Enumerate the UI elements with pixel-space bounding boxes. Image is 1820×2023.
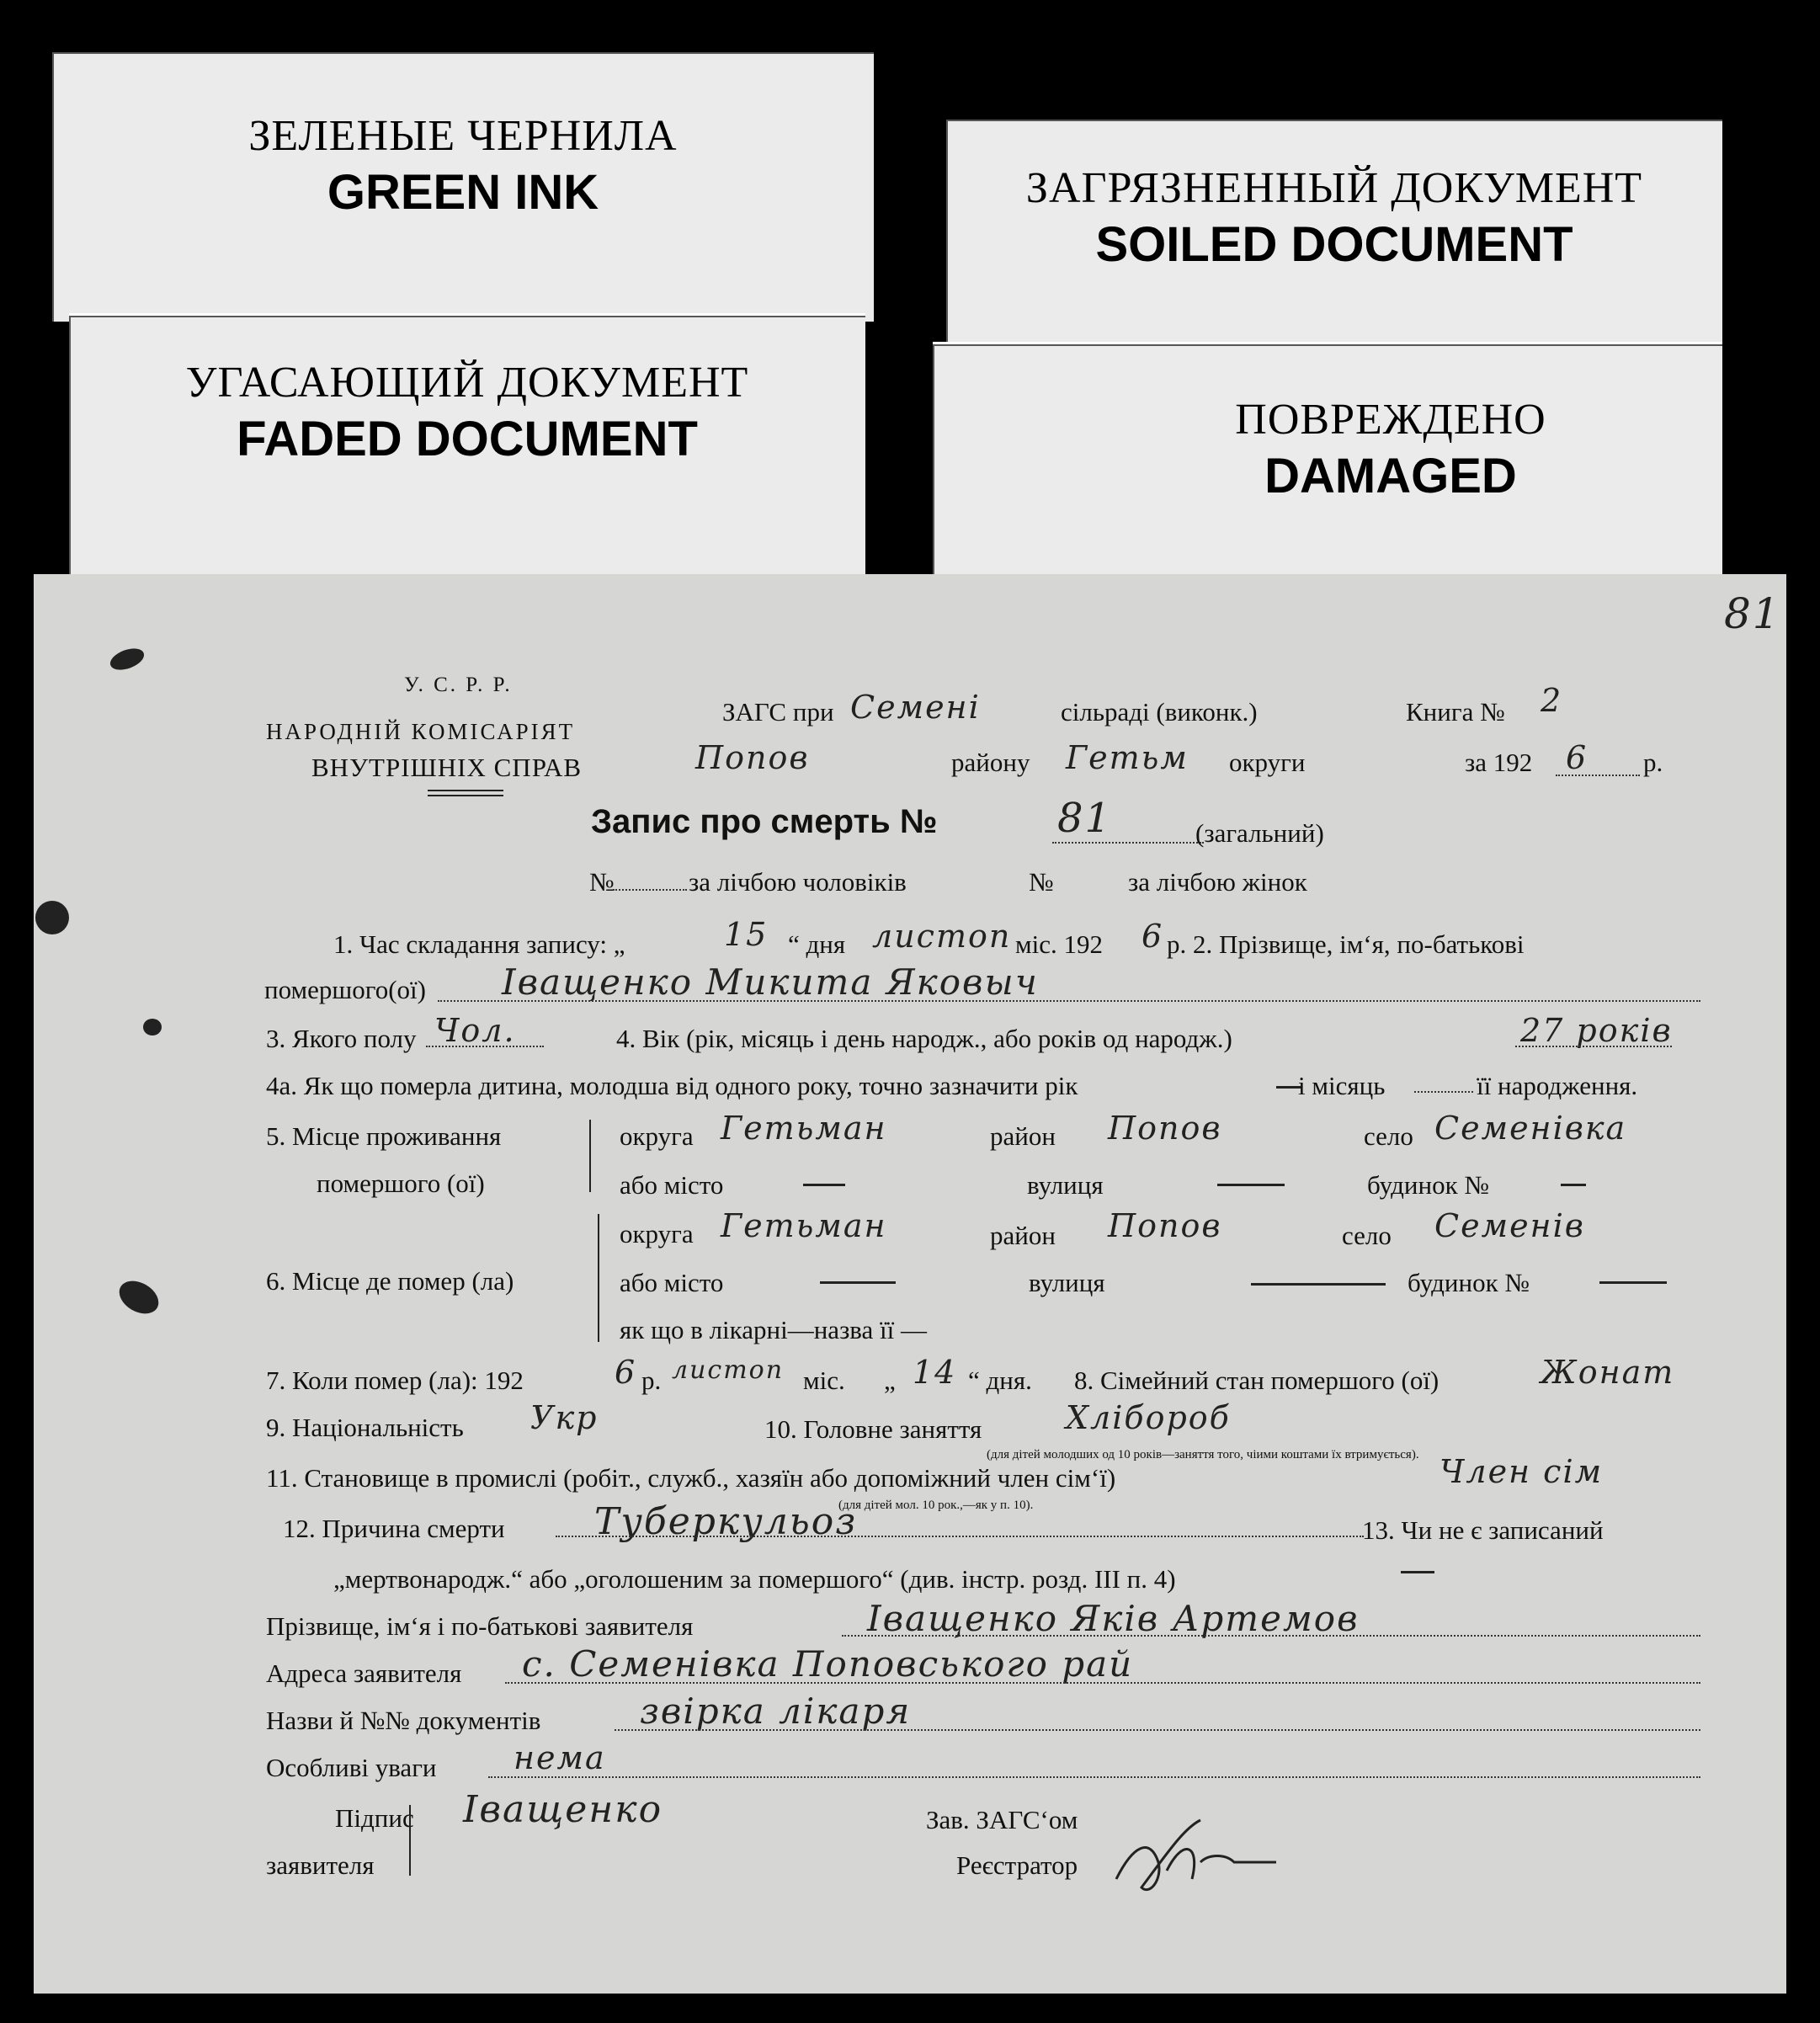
declarant-address: с. Семенівка Поповського рай [522,1643,1134,1685]
l6-okruga-value: Гетьман [721,1207,887,1244]
l1-day: 15 [724,916,769,953]
l6-okruga: округа [620,1219,694,1248]
l13-dash [1401,1571,1434,1573]
documents-value: звірка лікаря [640,1690,912,1732]
declarant-address-label: Адреса заявителя [266,1658,462,1688]
label-green-ink-en: GREEN INK [327,165,599,220]
l6-bud-dash [1599,1281,1667,1284]
record-number-dots [1052,842,1204,844]
l7-e: “ дня. [968,1366,1032,1395]
l1-a: 1. Час складання запису: „ [333,929,625,959]
punch-hole [108,644,147,673]
year-suffix: р. [1643,748,1663,777]
l1-year: 6 [1141,918,1164,955]
label-damaged [933,342,1722,575]
okrug-value: Гетьм [1066,739,1189,776]
l3-age-dots [1515,1046,1672,1047]
registrar-signature [1108,1812,1285,1913]
documents-dots [615,1729,1700,1731]
l5-selo-value: Семенівка [1434,1110,1627,1147]
punch-hole [35,901,69,934]
l6-vul: вулиця [1029,1268,1105,1297]
l3-dots [426,1046,544,1047]
district-value: Попов [695,739,810,776]
l5-misto: або місто [620,1170,724,1200]
commissariat-line-2: ВНУТРІШНІХ СПРАВ [311,753,583,782]
l7-year: 6 [615,1354,637,1391]
sex-value: Чол. [434,1012,516,1049]
l7-b: р. [641,1366,662,1395]
signature-label-2: заявителя [266,1850,375,1880]
punch-hole [143,1019,162,1035]
book-label: Книга № [1406,697,1505,727]
notes-dots [488,1776,1700,1778]
ussr-header: У. С. Р. Р. [404,673,513,696]
l6-rayon: район [990,1221,1056,1250]
l10: 10. Головне заняття [764,1414,982,1444]
declarant-name: Іващенко Яків Артемов [867,1598,1360,1639]
l5-misto-dash [803,1184,845,1186]
age-value: 27 років [1520,1012,1673,1049]
l6-misto: або місто [620,1268,724,1297]
record-number: 81 [1057,795,1113,842]
deceased-name: Іващенко Микита Яковыч [502,961,1039,1003]
l10-value: Хлібороб [1066,1399,1231,1436]
l5-vul-dash [1217,1184,1285,1186]
l5-bud: будинок № [1367,1170,1489,1200]
record-type: (загальний) [1195,818,1324,848]
l1-e: помершого(ої) [264,975,426,1004]
page-number: 81 [1724,589,1781,638]
count-no-2: № [1029,867,1054,897]
zags-suffix: сільраді (виконк.) [1061,697,1258,727]
l6-bud: будинок № [1408,1268,1530,1297]
declarant-signature: Іващенко [463,1788,663,1831]
l6-hosp: як що в лікарні—назва її — [620,1315,928,1344]
year-dots [1556,775,1640,776]
l10-note: (для дітей молодших од 10 років—заняття того, чіими коштами їх втримується). [987,1448,1419,1461]
l1-b: “ дня [788,929,846,959]
label-damaged-en: DAMAGED [1264,449,1517,503]
l7-d: „ [884,1366,896,1395]
commissariat-line-1: НАРОДНІЙ КОМІСАРІЯТ [266,719,576,744]
l11-value: Член сім [1440,1453,1604,1490]
l5-a: 5. Місце проживання [266,1121,502,1151]
l6-vul-dash [1251,1283,1386,1286]
l9-value: Укр [530,1399,599,1436]
l7-month: листоп [672,1355,785,1385]
registrar-label: Реєстратор [956,1850,1078,1880]
l5-rayon: район [990,1121,1056,1151]
zags-head-label: Зав. ЗАГС‘ом [926,1805,1078,1834]
l11: 11. Становище в промислі (робіт., служб., хазяїн або допоміжний член сім‘ї) [266,1463,1116,1493]
declarant-name-dots [842,1635,1700,1637]
label-green-ink [52,52,874,322]
label-green-ink-ru: ЗЕЛЕНЫЕ ЧЕРНИЛА [248,112,678,160]
divider [428,795,503,796]
notes-label: Особливі уваги [266,1753,437,1782]
l5-selo: село [1364,1121,1413,1151]
l5-b: помершого (ої) [317,1169,485,1198]
declarant-address-dots [505,1682,1700,1684]
l6-a: 6. Місце де помер (ла) [266,1266,514,1296]
l5-okruga-value: Гетьман [721,1110,887,1147]
cause-of-death: Туберкульоз [594,1500,858,1543]
declarant-name-label: Прізвище, ім‘я і по-батькові заявителя [266,1611,694,1641]
l1-month: листоп [872,918,1012,955]
count-men: за лічбою чоловіків [689,867,907,897]
l12-dots [556,1536,1364,1537]
documents-label: Назви й №№ документів [266,1706,541,1735]
label-damaged-ru: ПОВРЕЖДЕНО [1235,396,1546,444]
l13-b: „мертвонародж.“ або „оголошеним за помершого“ (див. інстр. розд. III п. 4) [333,1564,1176,1594]
l5-rayon-value: Попов [1108,1110,1222,1147]
l12: 12. Причина смерти [283,1514,505,1543]
l1-dots [438,1000,1700,1002]
l5-bud-dash [1561,1184,1586,1186]
death-record-form [34,574,1786,1994]
signature-brace [409,1805,411,1876]
label-faded-ru: УГАСАЮЩИЙ ДОКУМЕНТ [185,359,749,407]
year-label: за 192 [1465,748,1533,777]
count-no-1: № [589,867,615,897]
l8: 8. Сімейний стан помершого (ої) [1074,1366,1440,1395]
count-men-dots [613,889,687,891]
l5-brace [589,1120,591,1192]
l6-selo: село [1342,1221,1392,1250]
l7-day: 14 [913,1354,957,1391]
l4a-dots [1414,1091,1473,1093]
label-soiled-document [946,120,1722,345]
l6-misto-dash [820,1281,896,1284]
zags-value: Семені [850,689,981,726]
count-women: за лічбою жінок [1128,867,1307,897]
l8-value: Жонат [1541,1354,1675,1391]
l3-a: 3. Якого полу [266,1024,417,1053]
book-value: 2 [1541,682,1563,719]
label-faded-en: FADED DOCUMENT [237,412,698,466]
l1-c: міс. 192 [1015,929,1103,959]
l4a: 4а. Як що померла дитина, молодша від одного року, точно зазначити рік [266,1071,1078,1100]
l6-selo-value: Семенів [1434,1207,1585,1244]
district-label: району [951,748,1030,777]
label-faded-document [69,313,865,577]
l6-rayon-value: Попов [1108,1207,1222,1244]
l4a-b: і місяць [1298,1071,1386,1100]
okrug-label: округи [1229,748,1306,777]
l1-d: р. 2. Прізвище, ім‘я, по-батькові [1167,929,1525,959]
year-value: 6 [1566,739,1589,776]
divider [428,790,503,791]
label-soiled-en: SOILED DOCUMENT [1095,217,1573,272]
signature-label-1: Підпис [335,1803,414,1833]
punch-hole [114,1275,164,1320]
l9: 9. Національність [266,1413,464,1442]
l7-a: 7. Коли помер (ла): 192 [266,1366,524,1395]
l5-vul: вулиця [1027,1170,1104,1200]
zags-prefix: ЗАГС при [722,697,834,727]
l6-brace [598,1214,599,1342]
notes-value: нема [514,1739,606,1776]
l3-b: 4. Вік (рік, місяць і день народж., або років од народж.) [616,1024,1232,1053]
l11-note: (для дітей мол. 10 рок.,—як у п. 10). [838,1499,1034,1512]
l13: 13. Чи не є записаний [1362,1515,1604,1545]
l5-okruga: округа [620,1121,694,1151]
label-soiled-ru: ЗАГРЯЗНЕННЫЙ ДОКУМЕНТ [1025,164,1643,212]
l4a-c: її народження. [1477,1071,1638,1100]
record-title: Запис про смерть № [591,803,938,840]
l7-c: міс. [803,1366,845,1395]
